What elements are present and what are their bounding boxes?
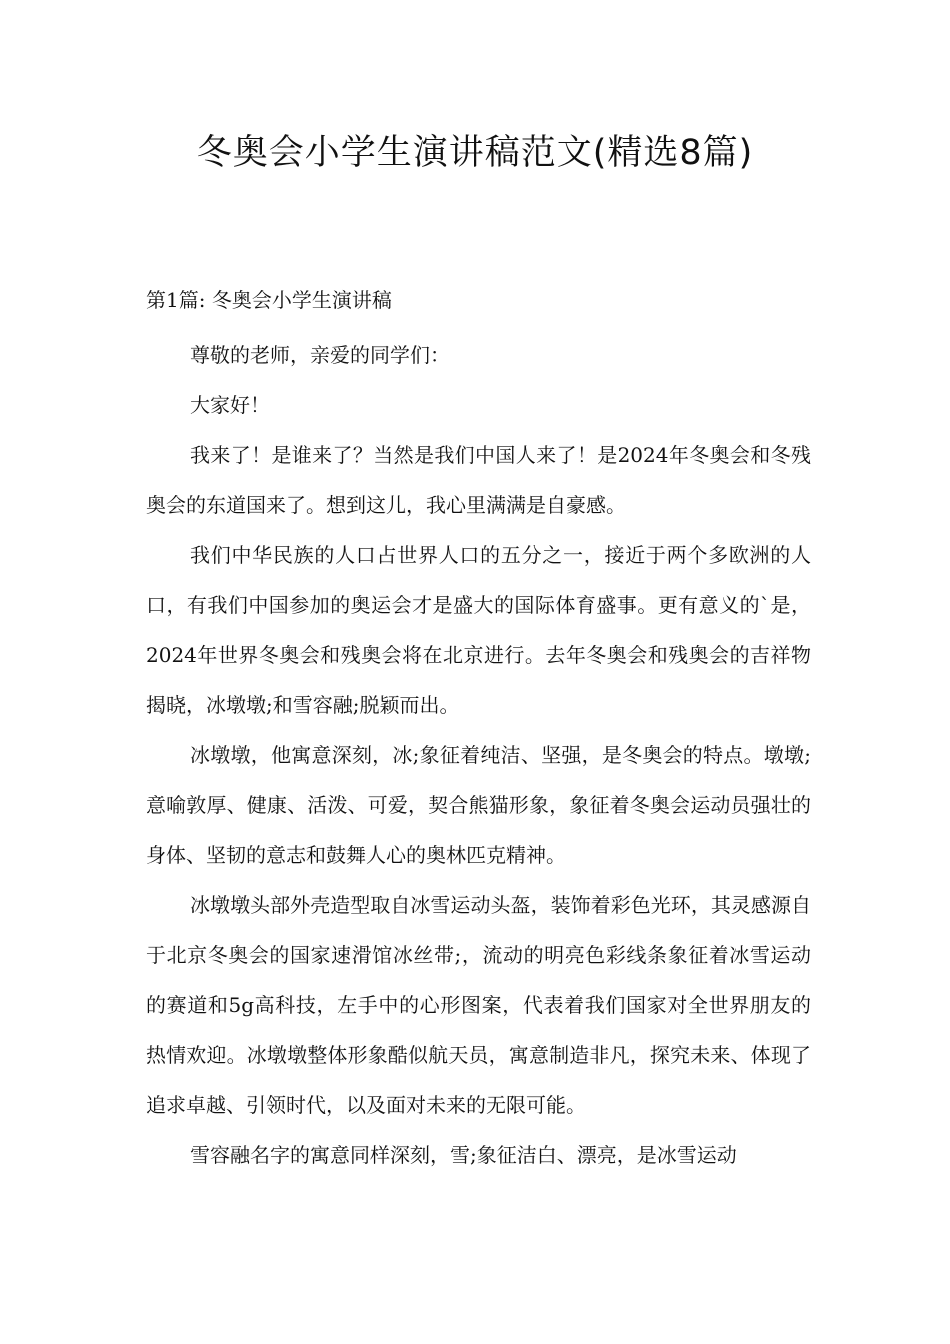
document-title: 冬奥会小学生演讲稿范文(精选8篇) — [196, 133, 754, 173]
body-text — [146, 330, 811, 1180]
body-paragraph: 冰墩墩头部外壳造型取自冰雪运动头盔，装饰着彩色光环，其灵感源自于北京冬奥会的国家速滑馆冰丝带;，流动的明亮色彩线条象征着冰雪运动的赛道和5g高科技，左手中的心形图案，代表着我们国家对全世界朋友的热情欢迎。冰墩墩整体形象酷似航天员，寓意制造非凡，探究未来、体现了追求卓越、引领时代，以及面对未来的无限可能。 — [146, 893, 811, 1117]
body-paragraph: 雪容融名字的寓意同样深刻，雪;象征洁白、漂亮，是冰雪运动 — [190, 1143, 737, 1167]
section-heading: 第1篇: 冬奥会小学生演讲稿 — [146, 288, 392, 312]
greeting-paragraph: 大家好！ — [190, 393, 270, 417]
salutation-paragraph: 尊敬的老师，亲爱的同学们： — [190, 343, 450, 367]
body-paragraph: 我来了！是谁来了？当然是我们中国人来了！是2024年冬奥会和冬残奥会的东道国来了。想到这儿，我心里满满是自豪感。 — [146, 443, 811, 517]
body-paragraph: 我们中华民族的人口占世界人口的五分之一，接近于两个多欧洲的人口，有我们中国参加的奥运会才是盛大的国际体育盛事。更有意义的`是，2024年世界冬奥会和残奥会将在北京进行。去年冬奥会和残奥会的吉祥物揭晓，冰墩墩;和雪容融;脱颖而出。 — [146, 543, 811, 717]
body-paragraph: 冰墩墩，他寓意深刻，冰;象征着纯洁、坚强，是冬奥会的特点。墩墩;意喻敦厚、健康、活泼、可爱，契合熊猫形象，象征着冬奥会运动员强壮的身体、坚韧的意志和鼓舞人心的奥林匹克精神。 — [146, 743, 811, 867]
